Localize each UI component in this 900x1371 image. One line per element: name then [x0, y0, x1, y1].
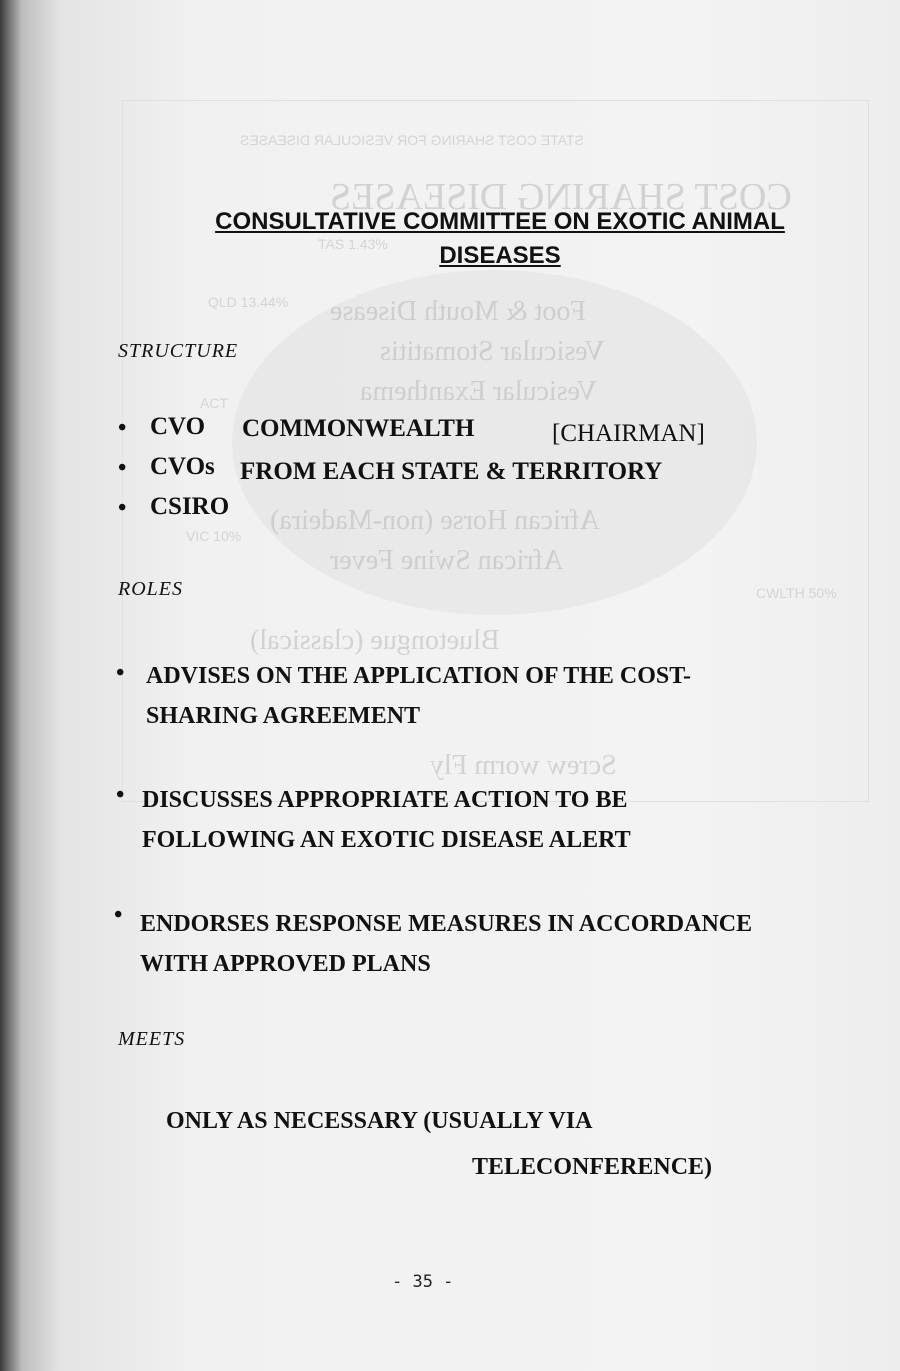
- meets-line-2: TELECONFERENCE): [472, 1154, 713, 1180]
- structure-note: [CHAIRMAN]: [552, 420, 705, 447]
- bleed-through-label-vic: VIC 10%: [186, 528, 242, 544]
- role-text: [140, 904, 752, 984]
- bleed-through-line: Bluetongue (classical): [250, 625, 500, 656]
- role-line: ENDORSES RESPONSE MEASURES IN ACCORDANCE: [140, 911, 753, 937]
- roles-heading: ROLES: [118, 578, 183, 600]
- bleed-through-line: Vesicular Stomatitis: [380, 336, 605, 367]
- bullet-glyph: •: [118, 495, 127, 521]
- bleed-through-label-qld: QLD 13.44%: [208, 294, 289, 310]
- title-line-1: CONSULTATIVE COMMITTEE ON EXOTIC ANIMAL: [215, 208, 785, 235]
- bleed-through-chart-title: STATE COST SHARING FOR VESICULAR DISEASES: [240, 132, 584, 148]
- bullet-glyph: •: [116, 660, 125, 686]
- role-text: [142, 780, 631, 860]
- structure-desc: FROM EACH STATE & TERRITORY: [240, 458, 663, 485]
- bleed-through-line: Vesicular Exanthema: [360, 376, 598, 407]
- structure-code: CVO: [150, 413, 206, 440]
- structure-desc: COMMONWEALTH: [242, 415, 475, 442]
- role-line: DISCUSSES APPROPRIATE ACTION TO BE: [142, 787, 628, 813]
- bleed-through-label-tas: TAS 1.43%: [318, 236, 388, 252]
- bullet-glyph: •: [118, 455, 127, 481]
- structure-heading: STRUCTURE: [118, 340, 239, 362]
- meets-line-1: ONLY AS NECESSARY (USUALLY VIA: [166, 1108, 593, 1134]
- role-text: [146, 656, 691, 736]
- bleed-through-label-act: ACT: [200, 395, 228, 411]
- structure-code: CVOs: [150, 453, 215, 480]
- bleed-through-heading: COST SHARING DISEASES: [330, 176, 792, 218]
- bullet-glyph: •: [116, 782, 125, 808]
- bleed-through-line: Screw worm Fly: [430, 750, 617, 781]
- bullet-glyph: •: [114, 902, 123, 928]
- page-number: - 35 -: [392, 1272, 454, 1292]
- title-line-2: DISEASES: [439, 242, 561, 269]
- role-line: WITH APPROVED PLANS: [140, 951, 431, 977]
- bleed-through-line: African Horse (non-Madeira): [270, 505, 600, 536]
- bleed-through-line: African Swine Fever: [330, 545, 564, 576]
- bullet-glyph: •: [118, 415, 127, 441]
- meets-heading: MEETS: [118, 1028, 186, 1050]
- role-line: SHARING AGREEMENT: [146, 703, 421, 729]
- page-title: [130, 205, 870, 273]
- structure-code: CSIRO: [150, 493, 230, 520]
- bleed-through-line: Foot & Mouth Disease: [330, 296, 586, 327]
- bleed-through-label-cwlth: CWLTH 50%: [756, 585, 837, 601]
- role-line: FOLLOWING AN EXOTIC DISEASE ALERT: [142, 827, 631, 853]
- role-line: ADVISES ON THE APPLICATION OF THE COST-: [146, 663, 692, 689]
